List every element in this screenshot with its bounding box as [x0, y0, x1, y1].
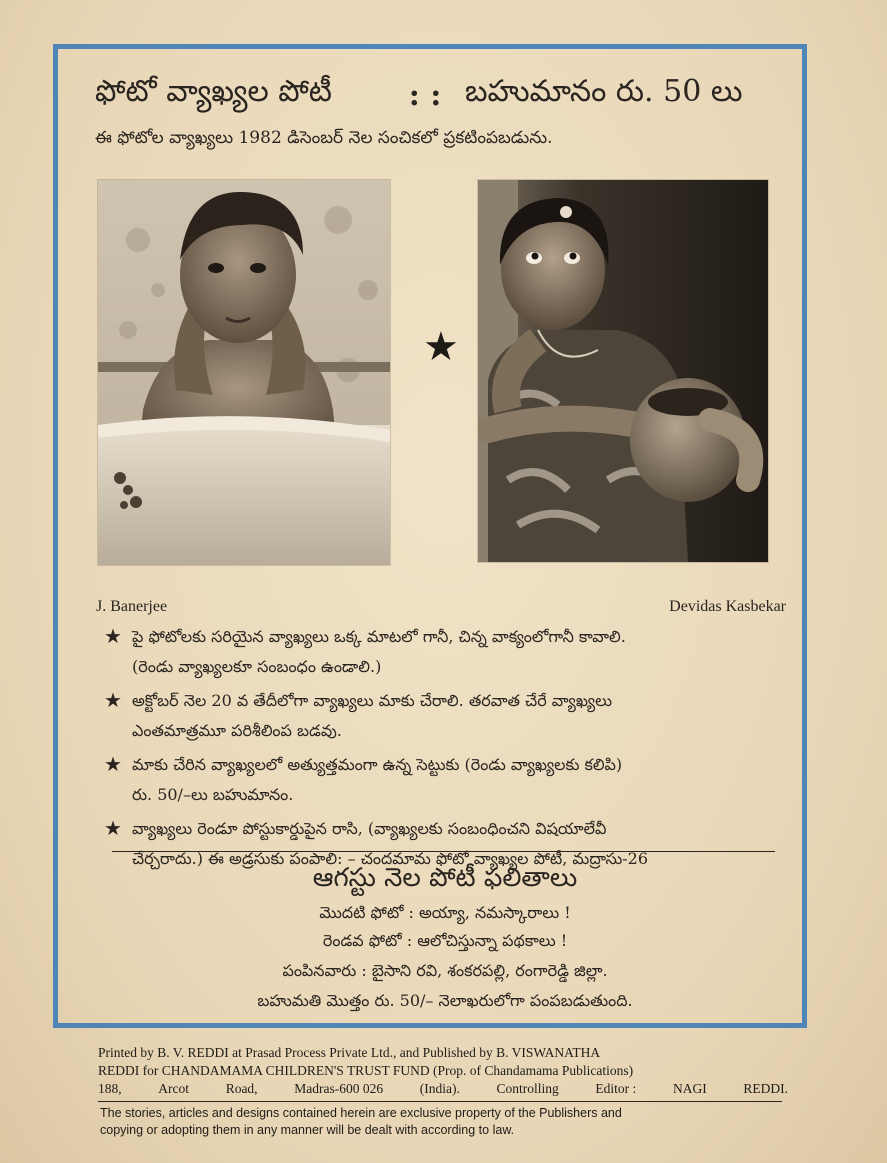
contest-heading [95, 72, 795, 118]
rule-line: పై ఫోటోలకు సరియైన వ్యాఖ్యలు ఒక్క మాటలో గానీ, చిన్న వాక్యంలోగానీ కావాలి. [132, 627, 626, 646]
notice-line: The stories, articles and designs contained herein are exclusive property of the Publishers and [100, 1106, 622, 1120]
star-bullet-icon: ★ [104, 752, 122, 776]
imprint-word: Arcot [158, 1081, 190, 1096]
imprint-word: Controlling [496, 1081, 559, 1096]
rule-line: చేర్చరాదు.) ఈ అడ్రసుకు పంపాలి: – చందమామ ఫోటో వ్యాఖ్యల పోటీ, మద్రాసు-26 [132, 849, 649, 868]
star-bullet-icon: ★ [104, 816, 122, 840]
first-photo-result: మొదటి ఫోటో : అయ్యా, నమస్కారాలు ! [319, 903, 571, 922]
results-title: ఆగస్టు నెల పోటీ ఫలితాలు [312, 863, 578, 893]
rule-line: అక్టోబర్ నెల 20 వ తేదీలోగా వ్యాఖ్యలు మాకు చేరాలి. తరవాత చేరే వ్యాఖ్యలు [132, 691, 613, 710]
section-divider [112, 851, 775, 852]
imprint-address-line [98, 1080, 788, 1098]
rule-line: ఎంతమాత్రమూ పరిశీలింప బడవు. [132, 721, 342, 740]
rule-item [104, 622, 794, 682]
imprint-line: Printed by B. V. REDDI at Prasad Process Private Ltd., and Published by B. VISWANATHA [98, 1045, 601, 1060]
contest-rules [104, 622, 794, 878]
rule-line: మాకు చేరిన వ్యాఖ్యలలో అత్యుత్తమంగా ఉన్న సెట్టుకు (రెండు వ్యాఖ్యలకు కలిపి) [132, 755, 623, 774]
imprint-word: (India). [419, 1081, 460, 1096]
footer-divider [98, 1101, 782, 1102]
divider-star-icon: ★ [423, 324, 459, 370]
photo-girl-holding-pot [478, 180, 768, 562]
second-photo-result: రెండవ ఫోటో : ఆలోచిస్తున్నా పథకాలు ! [322, 931, 568, 950]
imprint-word: Road, [225, 1081, 258, 1096]
publication-note: ఈ ఫోటోల వ్యాఖ్యలు 1982 డిసెంబర్ నెల సంచికలో ప్రకటింపబడును. [95, 128, 553, 148]
imprint-word: REDDI. [743, 1081, 788, 1096]
imprint-word: 188, [98, 1081, 122, 1096]
imprint-line: REDDI for CHANDAMAMA CHILDREN'S TRUST FUND (Prop. of Chandamama Publications) [98, 1063, 634, 1078]
prize-amount: బహుమానం రు. 50 లు [465, 74, 743, 109]
photo-credit-left: J. Banerjee [96, 598, 168, 615]
title-separator: : : [408, 77, 442, 113]
rule-item [104, 750, 794, 810]
star-bullet-icon: ★ [104, 688, 122, 712]
photo-child-in-bathtub [98, 180, 390, 565]
rule-line: (రెండు వ్యాఖ్యలకూ సంబంధం ఉండాలి.) [132, 657, 382, 676]
rule-line: రు. 50/–లు బహుమానం. [132, 785, 294, 804]
copyright-notice [100, 1105, 790, 1139]
imprint-word: NAGI [672, 1081, 707, 1096]
imprint-word: Editor : [595, 1081, 637, 1096]
prize-note: బహుమతి మొత్తం రు. 50/– నెలాఖరులోగా పంపబడుతుంది. [257, 991, 633, 1010]
rule-item [104, 686, 794, 746]
rule-line: వ్యాఖ్యలు రెండూ పోస్టుకార్డుపైన రాసి, (వ్యాఖ్యలకు సంబంధించని విషయాలేవీ [132, 819, 607, 838]
contest-title: ఫోటో వ్యాఖ్యల పోటీ [95, 74, 332, 109]
imprint [98, 1044, 788, 1098]
star-bullet-icon: ★ [104, 624, 122, 648]
notice-line: copying or adopting them in any manner will be dealt with according to law. [100, 1123, 515, 1137]
imprint-word: Madras-600 026 [294, 1081, 384, 1096]
photo-credit-right: Devidas Kasbekar [669, 598, 786, 615]
winner-sender: పంపినవారు : బైసాని రవి, శంకరపల్లి, రంగారెడ్డి జిల్లా. [282, 961, 608, 980]
